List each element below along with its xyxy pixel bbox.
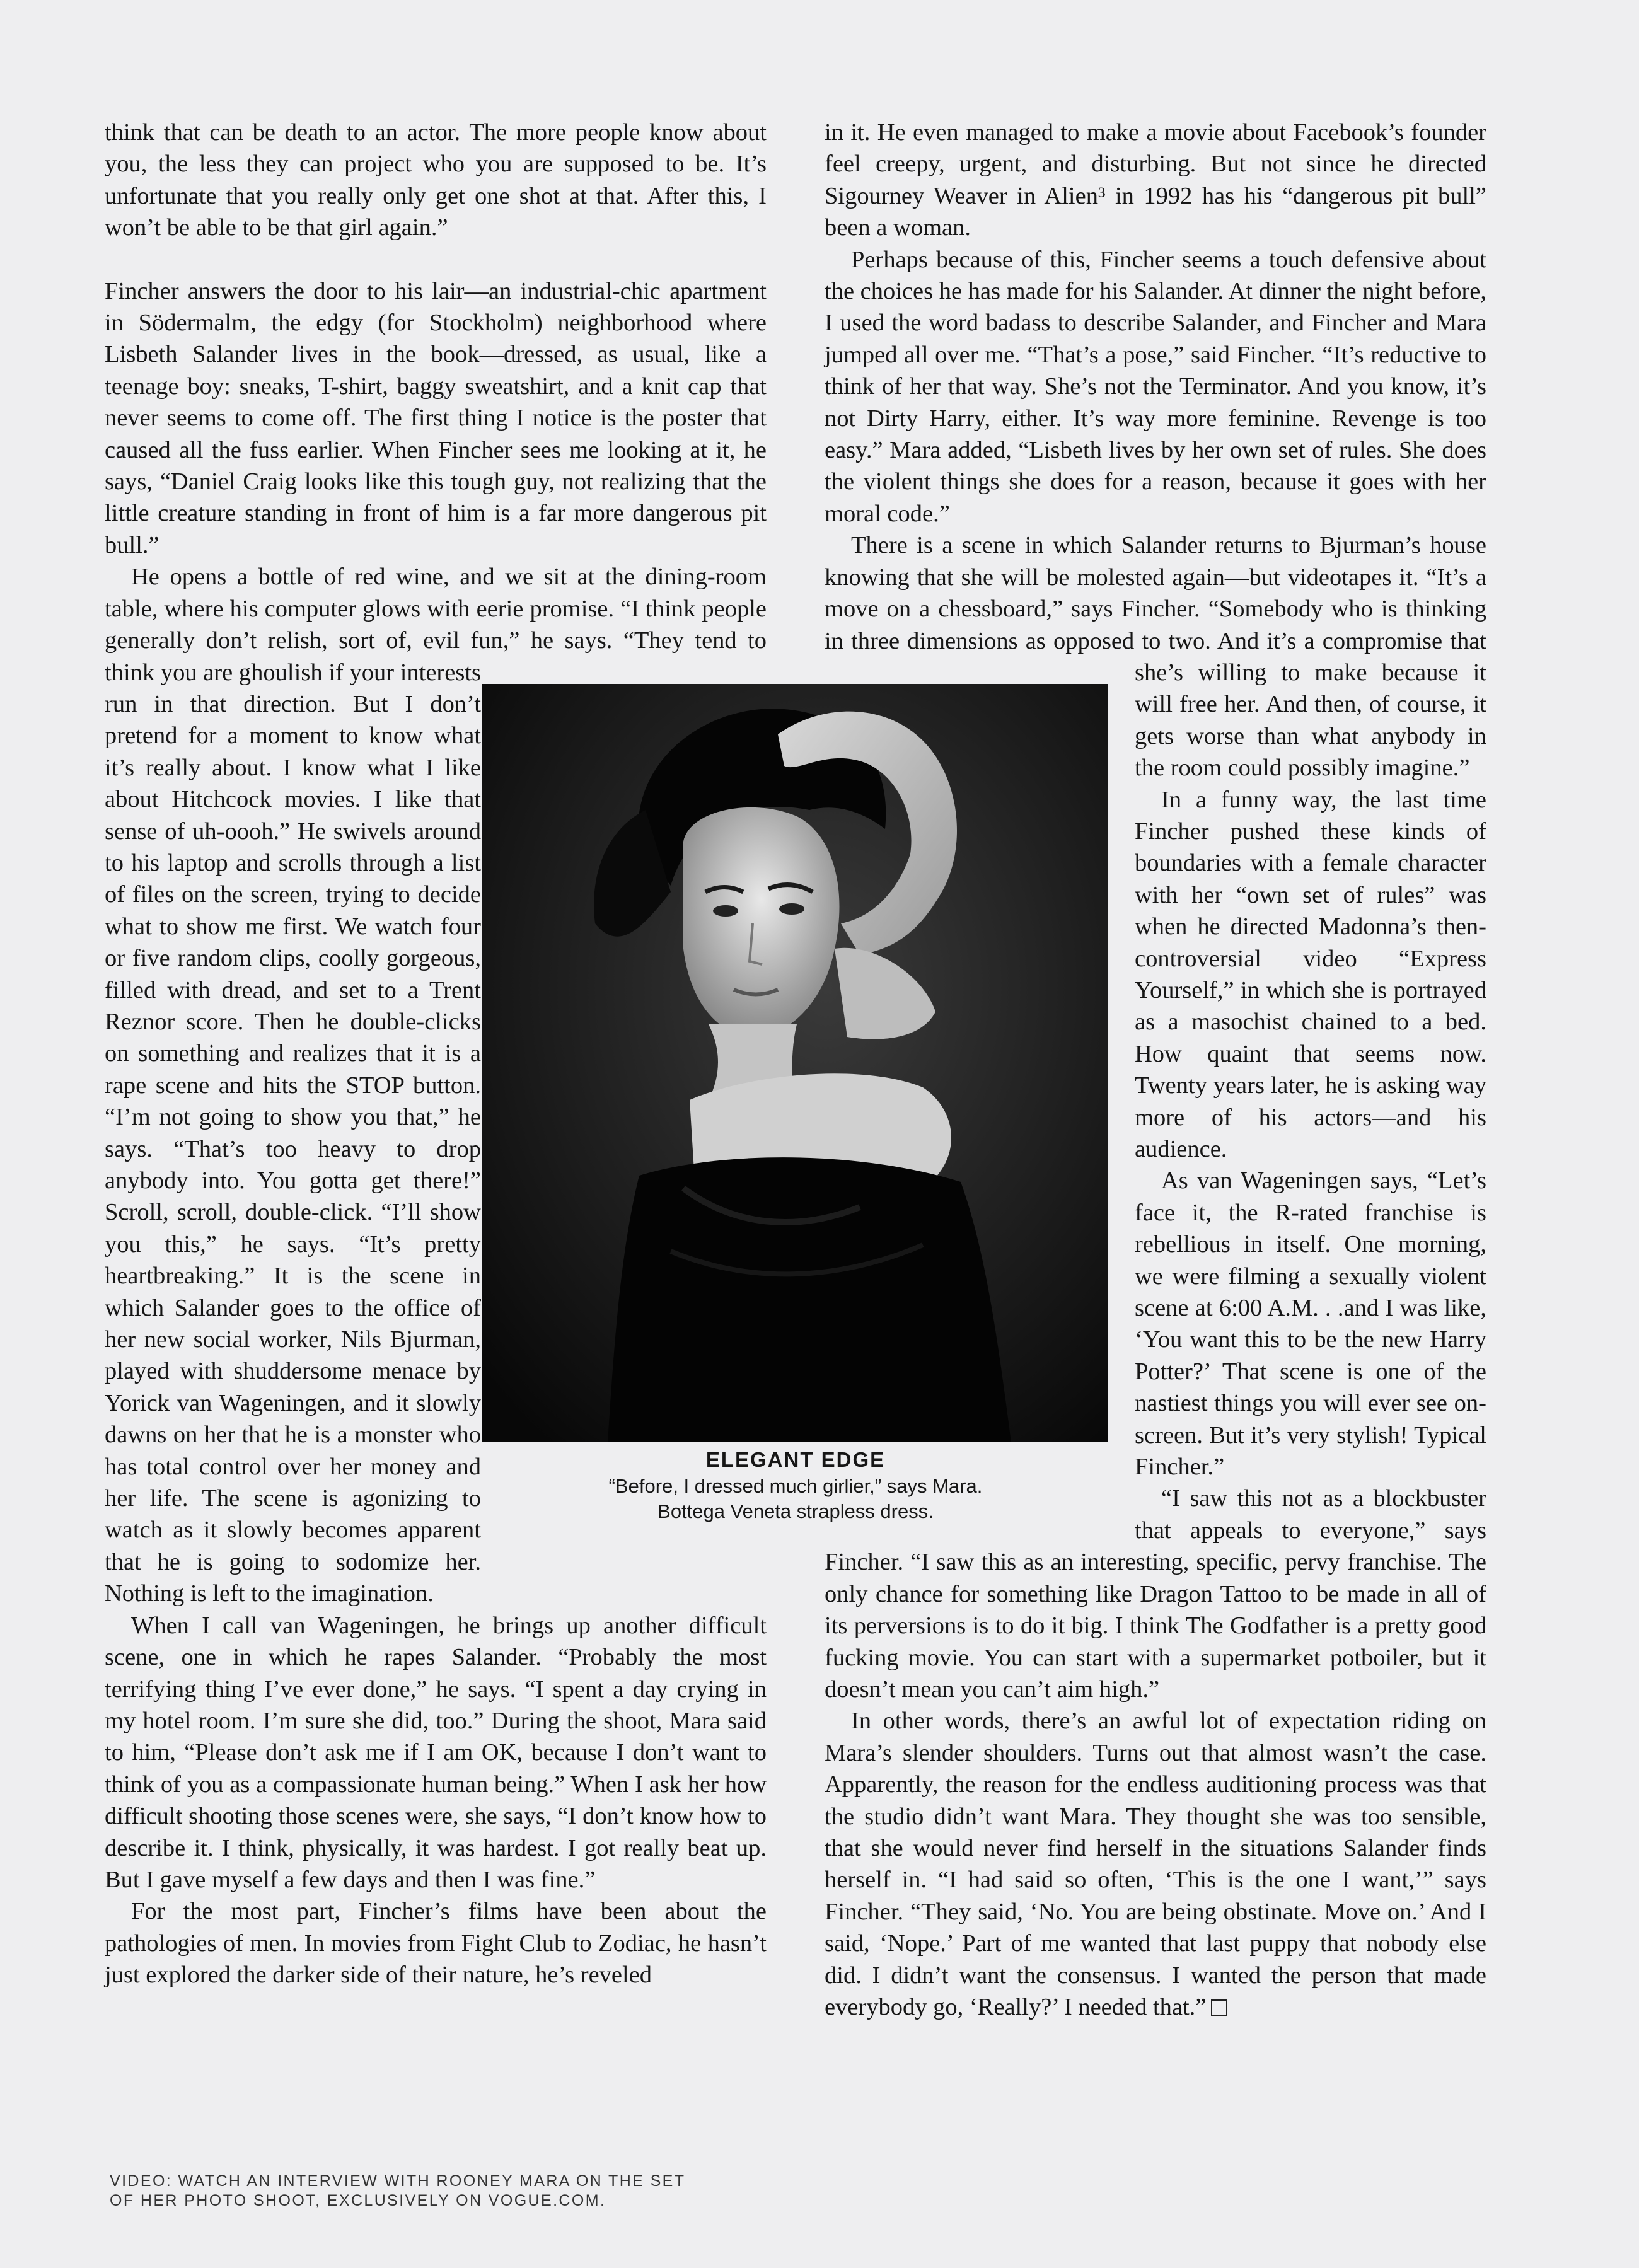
end-mark-icon <box>1211 1999 1227 2016</box>
paragraph-final-text: In other words, there’s an awful lot of expectation riding on Mara’s slender shoulders. Turns out that almost wasn’t the case. Apparently, the reason for the endless auditioning process was that the studio didn’t want Mara. They thought she was too sensible, that she would never find herself in the situations Salander finds herself in. “I had said so often, ‘This is the one I want,’” says Fincher. “They said, ‘No. You are being obstinate. Move on.’ And I said, ‘Nope.’ Part of me wanted that last puppy that nobody else did. I didn’t want the consensus. I wanted the person that made everybody go, ‘Really?’ I needed that.” <box>825 1708 1486 2020</box>
caption-line: Bottega Veneta strapless dress. <box>657 1500 934 1522</box>
caption-body <box>564 1474 1028 1524</box>
paragraph: “I saw this not as a blockbuster that appeals to everyone,” says Fincher. “I saw this as an interesting, specific, pervy franchise. The only chance for something like Dragon Tattoo to be made in all of its perversions is to do it big. I think The Godfather is a pretty good fucking movie. You can start with a supermarket potboiler, but it doesn’t mean you can’t aim high.” <box>825 1485 1486 1703</box>
paragraph: There is a scene in which Salander returns to Bjurman’s house knowing that she will be molested again—but videotapes it. “It’s a move on a chessboard,” says Fincher. “Somebody who is thinking in three dimensions as opposed to two. And it’s a compromise that she’s willing to make because it will free her. And then, of course, it gets worse than what anybody in the room could possibly imagine.” <box>825 532 1486 782</box>
video-promo-footer <box>110 2172 685 2211</box>
footer-line: OF HER PHOTO SHOOT, EXCLUSIVELY ON VOGUE.COM. <box>110 2192 606 2209</box>
paragraph: Perhaps because of this, Fincher seems a touch defensive about the choices he has made for his Salander. At dinner the night before, I used the word badass to describe Salander, and Fincher and Mara jumped all over me. “That’s a pose,” said Fincher. “It’s reductive to think of her that way. She’s not the Terminator. And you know, it’s not Dirty Harry, either. It’s way more feminine. Revenge is too easy.” Mara added, “Lisbeth lives by her own set of rules. She does the violent things she does for a reason, because it goes with her moral code.” <box>825 246 1486 527</box>
caption-title: ELEGANT EDGE <box>705 1448 886 1471</box>
paragraph-final <box>825 1705 1486 2023</box>
portrait-photo <box>482 684 1108 1442</box>
caption-line: “Before, I dressed much girlier,” says Mara. <box>608 1475 983 1497</box>
paragraph: Fincher answers the door to his lair—an industrial-chic apartment in Södermalm, the edgy (for Stockholm) neighborhood where Lisbeth Salander lives in the book—dressed, as usual, like a teenage boy: sneaks, T-shirt, baggy sweatshirt, and a knit cap that never seems to come off. The first thing I notice is the poster that caused all the fuss earlier. When Fincher sees me looking at it, he says, “Daniel Craig looks like this tough guy, not realizing that the little creature standing in front of him is a far more dangerous pit bull.” <box>105 277 767 558</box>
paragraph: In a funny way, the last time Fincher pushed these kinds of boundaries with a female character with her “own set of rules” was when he directed Madonna’s then-controversial video “Express Yourself,” in which she is portrayed as a masochist chained to a bed. How quaint that seems now. Twenty years later, he is asking way more of his actors—and his audience. <box>1135 786 1486 1162</box>
paragraph: in it. He even managed to make a movie about Facebook’s founder feel creepy, urgent, and disturbing. But not since he directed Sigourney Weaver in Alien³ in 1992 has his “dangerous pit bull” been a woman. <box>825 119 1486 241</box>
paragraph: think that can be death to an actor. The more people know about you, the less they can project who you are supposed to be. It’s unfortunate that you really only get one shot at that. After this, I won’t be able to be that girl again.” <box>105 119 767 241</box>
paragraph: He opens a bottle of red wine, and we sit at the dining-room table, where his computer glows with eerie promise. “I think people generally don’t relish, sort of, evil fun,” he says. “They tend to think you are ghoulish if your interests run in that direction. But I don’t pretend for a moment to know what it’s really about. I know what I like about Hitchcock movies. I like that sense of uh-oooh.” He swivels around to his laptop and scrolls through a list of files on the screen, trying to decide what to show me first. We watch four or five random clips, coolly gorgeous, filled with dread, and set to a Trent Reznor score. Then he double-clicks on something and realizes that it is a rape scene and hits the STOP button. “I’m not going to show you that,” he says. “That’s too heavy to drop anybody into. You gotta get there!” Scroll, scroll, double-click. “I’ll show you this,” he says. “It’s pretty heartbreaking.” It is the scene in which Salander goes to the office of her new social worker, Nils Bjurman, played with shuddersome menace by Yorick van Wageningen, and it slowly dawns on her that he is a monster who has total control over her money and her life. The scene is agonizing to watch as it slowly becomes apparent that he is going to sodomize her. Nothing is left to the imagination. <box>105 564 767 1607</box>
footer-line: VIDEO: WATCH AN INTERVIEW WITH ROONEY MARA ON THE SET <box>110 2172 686 2190</box>
paragraph: As van Wageningen says, “Let’s face it, the R-rated franchise is rebellious in itself. One morning, we were filming a sexually violent scene at 6:00 A.M. . .and I was like, ‘You want this to be the new Harry Potter?’ That scene is one of the nastiest things you will ever see on-screen. But it’s very stylish! Typical Fincher.” <box>1135 1167 1486 1481</box>
photo-caption <box>564 1446 1028 1524</box>
portrait-illustration <box>482 684 1108 1442</box>
paragraph: When I call van Wageningen, he brings up another difficult scene, one in which he rapes Salander. “Probably the most terrifying thing I’ve ever done,” he says. “I spent a day crying in my hotel room. I’m sure she did, too.” During the shoot, Mara said to him, “Please don’t ask me if I am OK, because I don’t want to think of you as a compassionate human being.” When I ask her how difficult shooting those scenes were, she says, “I don’t know how to describe it. I think, physically, it was hardest. I got really beat up. But I gave myself a few days and then I was fine.” <box>105 1612 767 1893</box>
paragraph: For the most part, Fincher’s films have been about the pathologies of men. In movies from Fight Club to Zodiac, he hasn’t just explored the darker side of their nature, he’s reveled <box>105 1898 767 1989</box>
